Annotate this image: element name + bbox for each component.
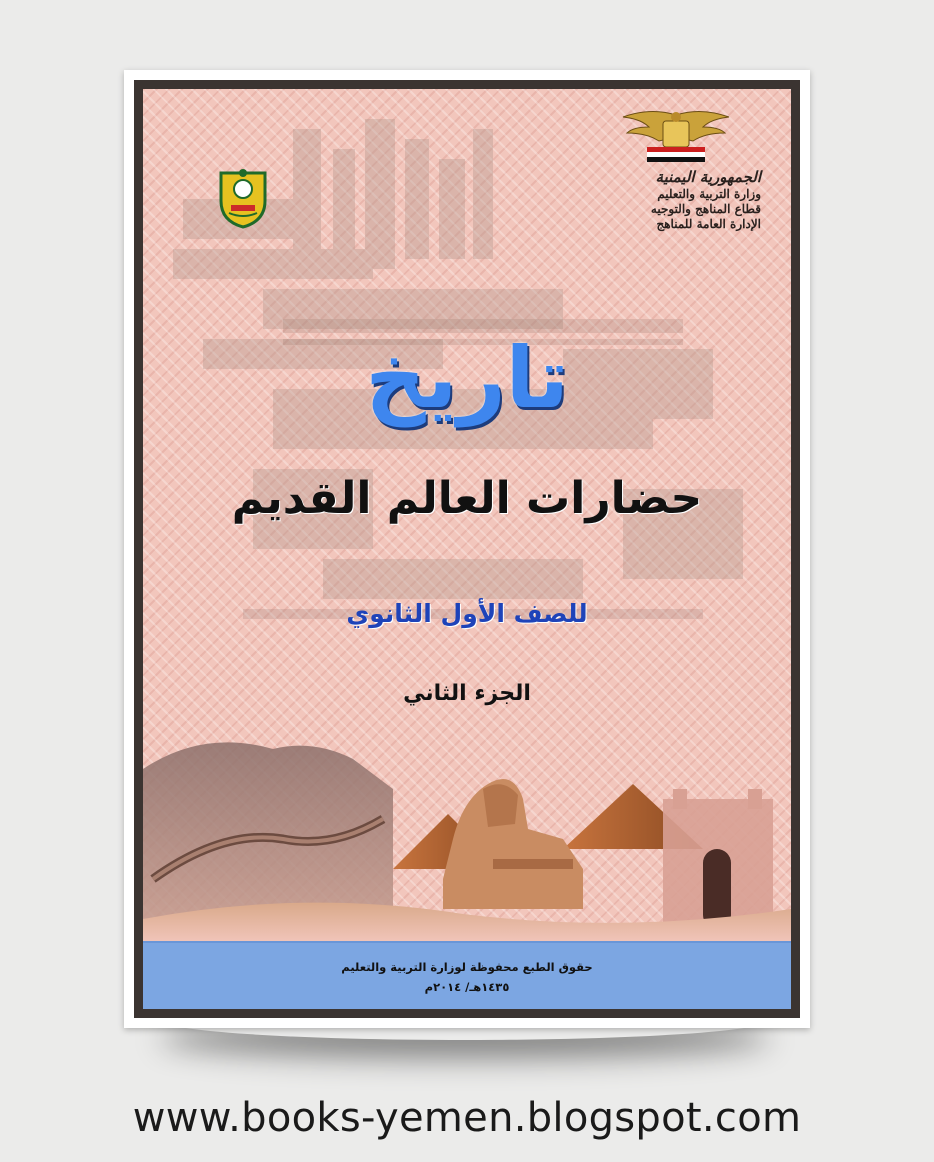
book-title: تاريخ xyxy=(365,329,569,427)
republic-name: الجمهورية اليمنية xyxy=(655,168,761,186)
department-name: الإدارة العامة للمناهج xyxy=(656,217,761,231)
website-url: www.books-yemen.blogspot.com xyxy=(132,1095,802,1141)
ministry-education-logo-icon xyxy=(217,167,269,229)
publication-date: ١٤٣٥هـ/ ٢٠١٤م xyxy=(424,980,510,994)
yemen-eagle-emblem-icon xyxy=(621,107,731,167)
landmarks-illustration xyxy=(143,729,791,944)
ministry-name: وزارة التربية والتعليم xyxy=(657,187,761,201)
book-cover xyxy=(143,89,791,1009)
cover-border xyxy=(134,80,800,1018)
book-subtitle: حضارات العالم القديم xyxy=(231,473,703,524)
footer-band xyxy=(143,941,791,1009)
grade-label: للصف الأول الثانوي xyxy=(346,599,588,628)
book-cover-frame xyxy=(124,70,810,1028)
part-label: الجزء الثاني xyxy=(403,681,531,706)
ministry-logo xyxy=(217,167,269,233)
sector-name: قطاع المناهج والتوجيه xyxy=(650,202,761,216)
copyright-text: حقوق الطبع محفوظة لوزارة التربية والتعليم xyxy=(341,960,593,974)
header-block xyxy=(581,107,761,232)
